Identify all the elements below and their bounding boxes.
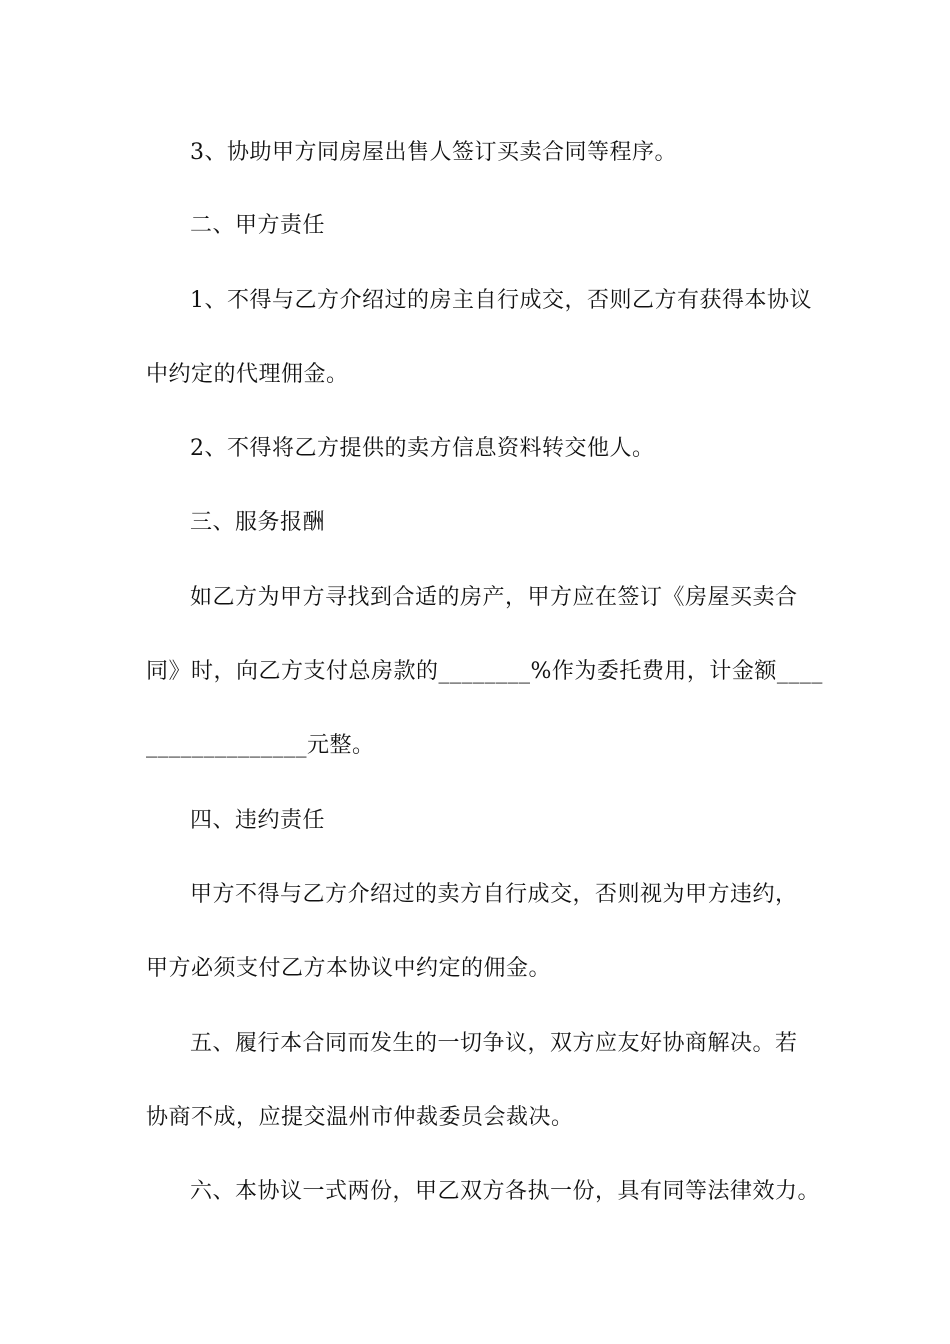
- section-heading-party-a-duties: 二、甲方责任: [190, 213, 326, 238]
- section-heading-breach: 四、违约责任: [190, 808, 326, 833]
- section-heading-service-fee: 三、服务报酬: [190, 510, 326, 535]
- clause-1-no-private-deal: 1、不得与乙方介绍过的房主自行成交，否则乙方有获得本协议: [190, 288, 812, 313]
- fee-paragraph-line-1: 如乙方为甲方寻找到合适的房产，甲方应在签订《房屋买卖合: [190, 585, 798, 610]
- fee-paragraph-line-3: ______________元整。: [146, 733, 375, 758]
- dispute-paragraph-line-2: 协商不成，应提交温州市仲裁委员会裁决。: [146, 1105, 574, 1130]
- clause-1-continuation: 中约定的代理佣金。: [146, 362, 349, 387]
- dispute-paragraph-line-1: 五、履行本合同而发生的一切争议，双方应友好协商解决。若: [190, 1031, 798, 1056]
- breach-paragraph-line-1: 甲方不得与乙方介绍过的卖方自行成交，否则视为甲方违约，: [190, 882, 798, 907]
- breach-paragraph-line-2: 甲方必须支付乙方本协议中约定的佣金。: [146, 956, 552, 981]
- clause-3-assist-signing: 3、协助甲方同房屋出售人签订买卖合同等程序。: [190, 140, 677, 165]
- clause-2-no-info-transfer: 2、不得将乙方提供的卖方信息资料转交他人。: [190, 436, 655, 461]
- fee-paragraph-line-2: 同》时，向乙方支付总房款的________%作为委托费用，计金额____: [146, 659, 823, 684]
- copies-clause: 六、本协议一式两份，甲乙双方各执一份，具有同等法律效力。: [190, 1179, 821, 1204]
